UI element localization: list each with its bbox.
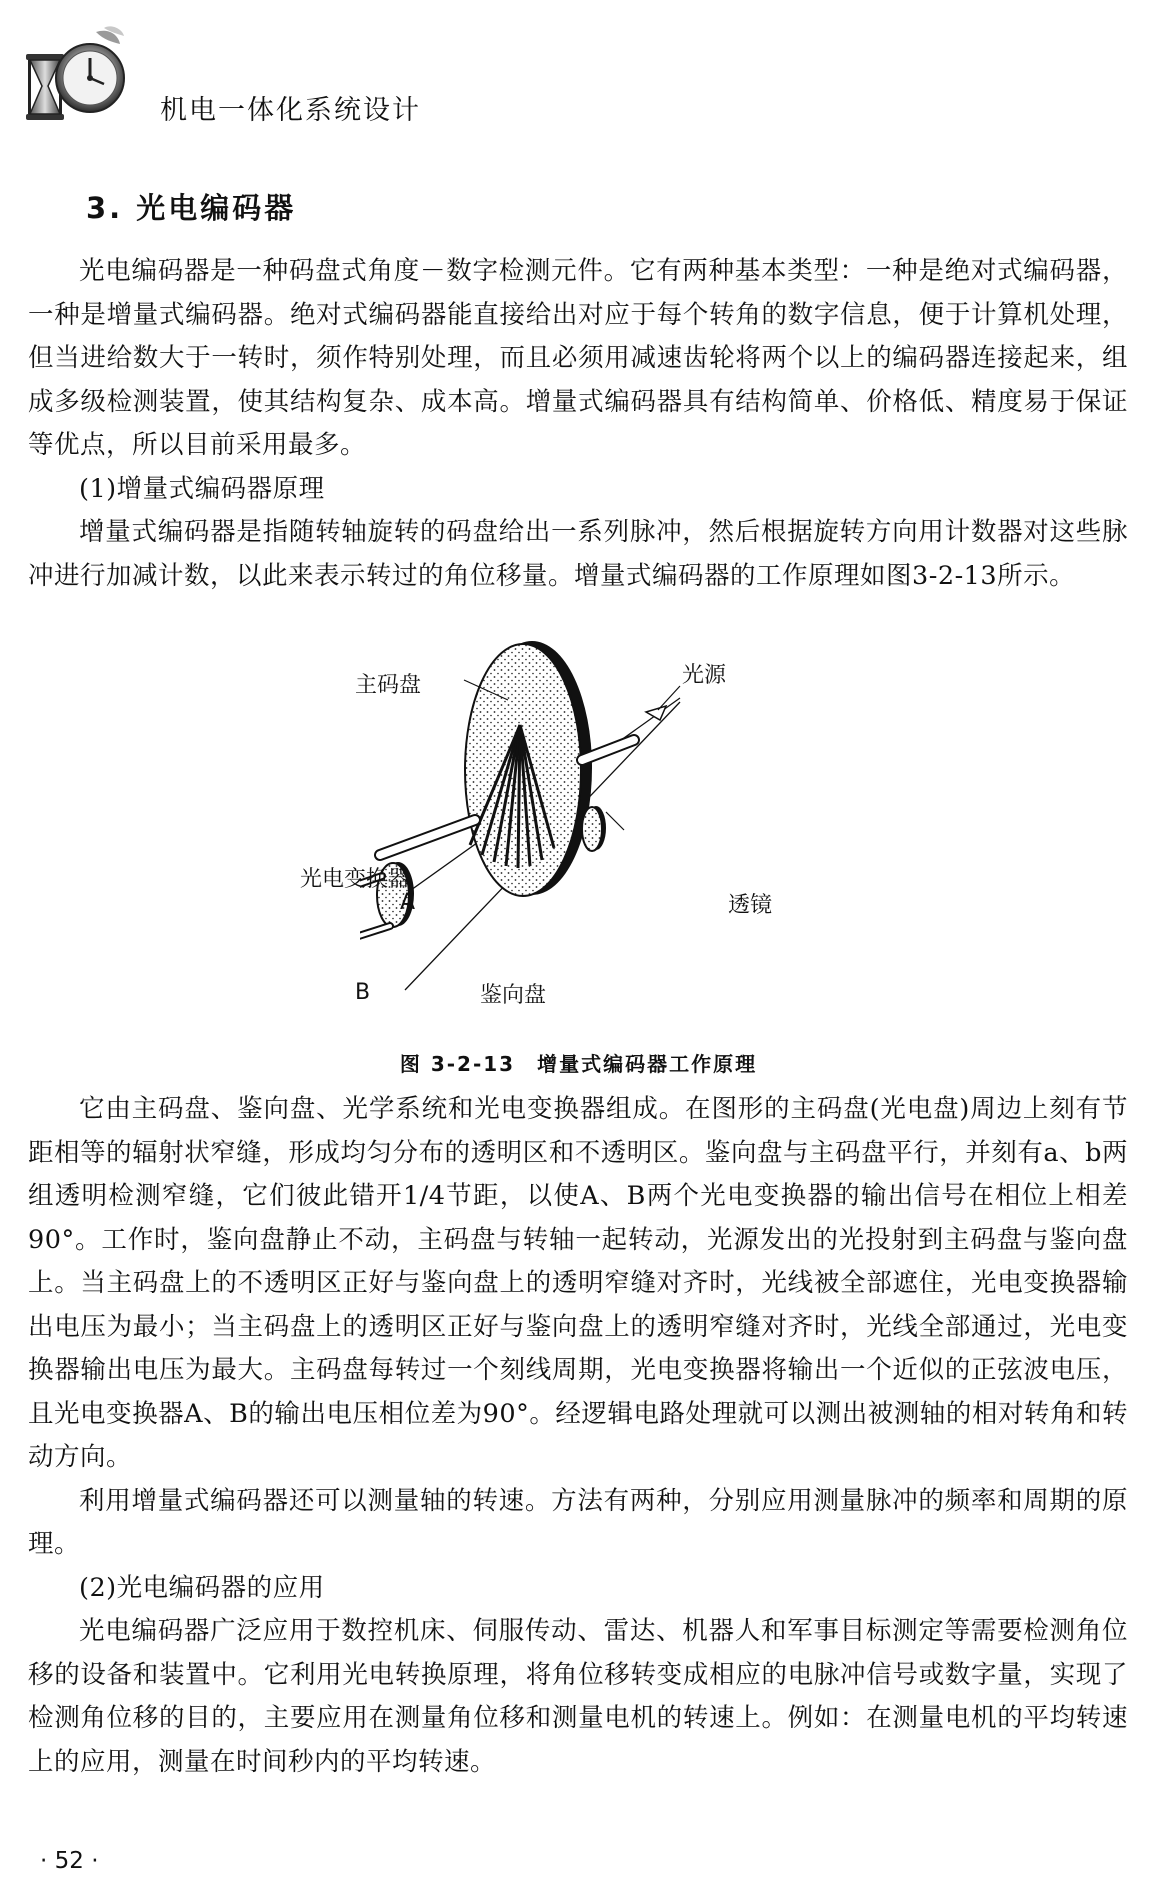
hourglass-clock-logo-icon: [22, 26, 134, 126]
label-direction-disc: 鉴向盘: [480, 983, 547, 1008]
subheading-principle: (1)增量式编码器原理: [79, 473, 325, 504]
paragraph-intro: 光电编码器是一种码盘式角度－数字检测元件。它有两种基本类型：一种是绝对式编码器，一种是增量式编码器。绝对式编码器能直接给出对应于每个转角的数字信息，便于计算机处理，但当进给数大于一转时，须作特别处理，而且必须用减速齿轮将两个以上的编码器连接起来，组成多级检测装置，使其结构复杂、成本高。增量式编码器具有结构简单、价格低、精度易于保证等优点，所以目前采用最多。: [28, 256, 1128, 460]
page-number: · 52 ·: [40, 1848, 99, 1874]
subheading-application: (2)光电编码器的应用: [79, 1572, 325, 1603]
lens: [582, 807, 602, 851]
paragraph-speed: 利用增量式编码器还可以测量轴的转速。方法有两种，分别应用测量脉冲的频率和周期的原理。: [28, 1485, 1128, 1559]
label-photo-converter: 光电变换器: [300, 867, 411, 892]
label-main-disc: 主码盘: [355, 673, 422, 698]
running-title: 机电一体化系统设计: [160, 95, 421, 126]
light-source-icon: [646, 706, 666, 720]
label-lens: 透镜: [728, 893, 773, 918]
page-header: [22, 18, 1132, 130]
label-a: A: [400, 890, 416, 915]
section-title: 3. 光电编码器: [86, 191, 297, 225]
label-light-source: 光源: [682, 663, 727, 688]
paragraph-principle: 增量式编码器是指随转轴旋转的码盘给出一系列脉冲，然后根据旋转方向用计数器对这些脉冲进行加减计数，以此来表示转过的角位移量。增量式编码器的工作原理如图3-2-13所示。: [28, 517, 1128, 591]
paragraph-composition: 它由主码盘、鉴向盘、光学系统和光电变换器组成。在图形的主码盘(光电盘)周边上刻有节距相等的辐射状窄缝，形成均匀分布的透明区和不透明区。鉴向盘与主码盘平行，并刻有a、b两组透明检测窄缝，它们彼此错开1/4节距，以使A、B两个光电变换器的输出信号在相位上相差90°。工作时，鉴向盘静止不动，主码盘与转轴一起转动，光源发出的光投射到主码盘与鉴向盘上。当主码盘上的不透明区正好与鉴向盘上的透明窄缝对齐时，光线被全部遮住，光电变换器输出电压为最小；当主码盘上的透明区正好与鉴向盘上的透明窄缝对齐时，光线全部通过，光电变换器输出电压为最大。主码盘每转过一个刻线周期，光电变换器将输出一个近似的正弦波电压，且光电变换器A、B的输出电压相位差为90°。经逻辑电路处理就可以测出被测轴的相对转角和转动方向。: [28, 1094, 1128, 1472]
figure-caption: 图 3-2-13 增量式编码器工作原理: [399, 1052, 758, 1076]
body-text-top: [28, 250, 1128, 598]
paragraph-application: 光电编码器广泛应用于数控机床、伺服传动、雷达、机器人和军事目标测定等需要检测角位移的设备和装置中。它利用光电转换原理，将角位移转变成相应的电脉冲信号或数字量，实现了检测角位移的目的，主要应用在测量角位移和测量电机的转速上。例如：在测量电机的平均转速上的应用，测量在时间秒内的平均转速。: [28, 1616, 1128, 1777]
encoder-diagram: [300, 640, 840, 1010]
encoder-diagram-drawing: [360, 640, 840, 1010]
body-text-bottom: [28, 1088, 1128, 1784]
label-b: B: [355, 980, 371, 1005]
